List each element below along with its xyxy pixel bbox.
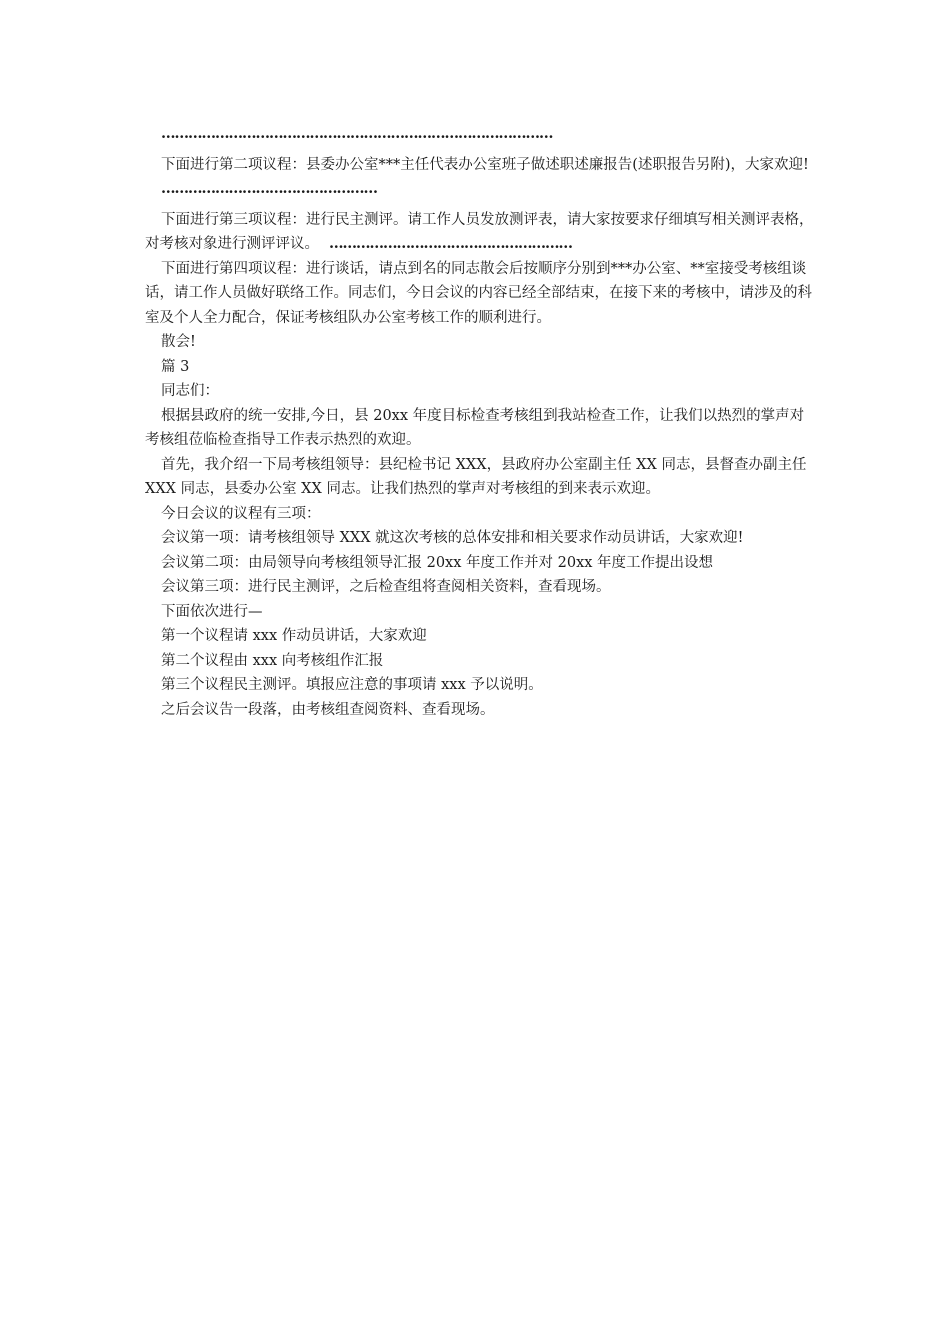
greeting-line: 同志们：	[161, 383, 219, 399]
ellipsis-separator: ……………………………………………………………………………	[161, 125, 553, 142]
item-line-2: 第二个议程由 xxx 向考核组作汇报	[161, 652, 384, 669]
agenda-item-three-paragraph	[145, 208, 815, 257]
section-title: 篇 3	[161, 358, 190, 375]
agenda-item-three-text: 下面进行第三项议程：进行民主测评。请工作人员发放测评表，请大家按要求仔细填写相关测评表格，对考核对象进行测评评议。	[145, 211, 814, 252]
introduction-paragraph: 首先，我介绍一下局考核组领导：县纪检书记 XXX，县政府办公室副主任 XX 同志，县督查办副主任 XXX 同志，县委办公室 XX 同志。让我们热烈的掌声对考核组的到来表示欢迎。	[145, 456, 807, 497]
agenda-item-four-paragraph: 下面进行第四项议程：进行谈话，请点到名的同志散会后按顺序分别到***办公室、**室接受考核组谈话，请工作人员做好联络工作。同志们，今日会议的内容已经全部结束，在接下来的考核中，请涉及的科室及个人全力配合，保证考核组队办公室考核工作的顺利进行。	[145, 260, 812, 326]
ellipsis-separator: …………………………………………	[161, 180, 377, 197]
closing-line: 之后会议告一段落，由考核组查阅资料、查看现场。	[161, 701, 495, 718]
agenda-line-1: 会议第一项：请考核组领导 XXX 就这次考核的总体安排和相关要求作动员讲话，大家欢迎!	[161, 530, 744, 546]
document-page	[145, 122, 815, 722]
welcome-paragraph: 根据县政府的统一安排,今日，县 20xx 年度目标检查考核组到我站检查工作，让我们以热烈的掌声对考核组莅临检查指导工作表示热烈的欢迎。	[145, 407, 805, 448]
agenda-intro-line: 今日会议的议程有三项：	[161, 505, 321, 522]
adjourn-line: 散会!	[161, 334, 196, 350]
agenda-item-two-paragraph: 下面进行第二项议程：县委办公室***主任代表办公室班子做述职述廉报告(述职报告另附)，大家欢迎!	[161, 156, 809, 173]
item-line-3: 第三个议程民主测评。填报应注意的事项请 xxx 予以说明。	[161, 677, 543, 693]
agenda-line-2: 会议第二项：由局领导向考核组领导汇报 20xx 年度工作并对 20xx 年度工作提出设想	[161, 554, 714, 571]
agenda-line-3: 会议第三项：进行民主测评，之后检查组将查阅相关资料，查看现场。	[161, 579, 611, 595]
proceed-line: 下面依次进行—	[161, 603, 263, 620]
ellipsis-inline: ………………………………………………	[329, 235, 572, 252]
item-line-1: 第一个议程请 xxx 作动员讲话，大家欢迎	[161, 628, 427, 644]
